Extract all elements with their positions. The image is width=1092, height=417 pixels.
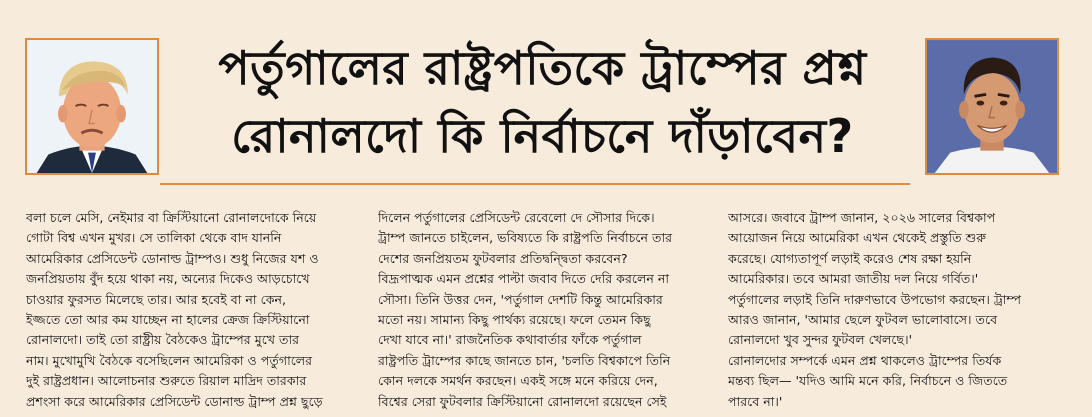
headline-divider [160, 183, 910, 185]
text-line: মন্তব্য ছিল— 'যদিও আমি মনে করি, নির্বাচনে ও জিততে [728, 373, 1008, 389]
text-line: দেখা যাবে না।' রাজনৈতিক কথাবার্তার ফাঁকে পর্তুগাল [378, 332, 642, 348]
text-line: পারবে না।' [728, 393, 783, 409]
text-line: চাওয়ার ফুরসত মিলেছে তার। আর হবেই বা না কেন, [26, 291, 287, 307]
text-line: সৌসা। তিনি উত্তর দেন, 'পর্তুগাল দেশটি কিন্তু আমেরিকার [378, 291, 663, 307]
article-column-3 [728, 208, 1068, 413]
text-line: করেছে। যোগ্যতাপূর্ণ লড়াই করেও শেষ রক্ষা হয়নি [728, 250, 972, 266]
text-line: ট্রাম্প জানতে চাইলেন, ভবিষ্যতে কি রাষ্ট্রপতি নির্বাচনে তার [378, 230, 673, 246]
trump-photo [25, 38, 159, 175]
text-line: আমেরিকার প্রেসিডেন্ট ডোনাল্ড ট্রাম্পও। শুধু নিজের যশ ও [26, 250, 319, 266]
text-line: দিলেন পর্তুগালের প্রেসিডেন্ট রেবেলো দে সৌসার দিকে। [378, 210, 655, 225]
headline [170, 34, 915, 179]
article-column-2 [378, 208, 718, 413]
text-line: রোনালদো। তাই তো রাষ্ট্রীয় বৈঠকেও ট্রাম্পের মুখে তার [26, 332, 300, 348]
text-line: আমেরিকার। তবে আমরা জাতীয় দল নিয়ে গর্বিত।' [728, 271, 979, 287]
text-line: দুই রাষ্ট্রপ্রধান। আলোচনার শুরুতে রিয়াল মাদ্রিদ তারকার [26, 373, 307, 389]
article-column-1 [26, 208, 366, 413]
text-line: আয়োজন নিয়ে আমেরিকা এখন থেকেই প্রস্তুতি শুরু [728, 230, 987, 246]
text-line: কোন দলকে সমর্থন করছেন। একই সঙ্গে মনে করিয়ে দেন, [378, 373, 658, 389]
text-line: আরও জানান, 'আমার ছেলে ফুটবল ভালোবাসে। তবে [728, 312, 998, 328]
text-line: ইজ্জতে তো আর কম যাচ্ছেন না হালের ক্রেজ ক্রিস্টিয়ানো [26, 312, 310, 328]
text-line: বিদ্রূপাত্মক এমন প্রশ্নের পাল্টা জবাব দিতে দেরি করলেন না [378, 271, 670, 287]
text-line: বলা চলে মেসি, নেইমার বা ক্রিস্টিয়ানো রোনালদোকে নিয়ে [26, 210, 317, 225]
text-line: রোনালদোর সম্পর্কে এমন প্রশ্ন থাকলেও ট্রাম্পের তির্যক [728, 352, 1002, 368]
trump-portrait-image [27, 40, 157, 173]
ronaldo-photo [925, 38, 1059, 175]
text-line: রোনালদো খুব সুন্দর ফুটবল খেলছে।' [728, 332, 913, 348]
text-line: প্রশংসা করে আমেরিকার প্রেসিডেন্ট ডোনাল্ড ট্রাম্প প্রশ্ন ছুড়ে [26, 393, 323, 409]
text-line: জনপ্রিয়তায় বুঁদ হয়ে থাকা নয়, অন্যের দিকেও আড়চোখে [26, 271, 310, 287]
text-line: আসরে। জবাবে ট্রাম্প জানান, ২০২৬ সালের বিশ্বকাপ [728, 210, 996, 225]
text-line: বিশ্বের সেরা ফুটবলার ক্রিস্টিয়ানো রোনালদো রয়েছেন সেই [378, 393, 667, 409]
text-line: রাষ্ট্রপতি ট্রাম্পের কাছে জানতে চান, 'চলতি বিশ্বকাপে তিনি [378, 352, 671, 368]
text-line: মতো নয়। সামান্য কিছু পার্থক্য রয়েছে। ফলে তেমন কিছু [378, 312, 651, 328]
headline-line-1: পর্তুগালের রাষ্ট্রপতিকে ট্রাম্পের প্রশ্ন [218, 41, 867, 95]
text-line: দেশের জনপ্রিয়তম ফুটবলার প্রতিদ্বন্দ্বিতা করবেন? [378, 250, 628, 266]
headline-line-2: রোনালদো কি নির্বাচনে দাঁড়াবেন? [231, 109, 854, 163]
text-line: পর্তুগালের লড়াই তিনি দারুণভাবে উপভোগ করছেন। ট্রাম্প [728, 291, 1022, 307]
ronaldo-portrait-image [927, 40, 1057, 173]
text-line: গোটা বিশ্ব এখন মুখর। সে তালিকা থেকে বাদ যাননি [26, 230, 282, 246]
text-line: নাম। মুখোমুখি বৈঠকে বসেছিলেন আমেরিকা ও পর্তুগালের [26, 352, 313, 368]
